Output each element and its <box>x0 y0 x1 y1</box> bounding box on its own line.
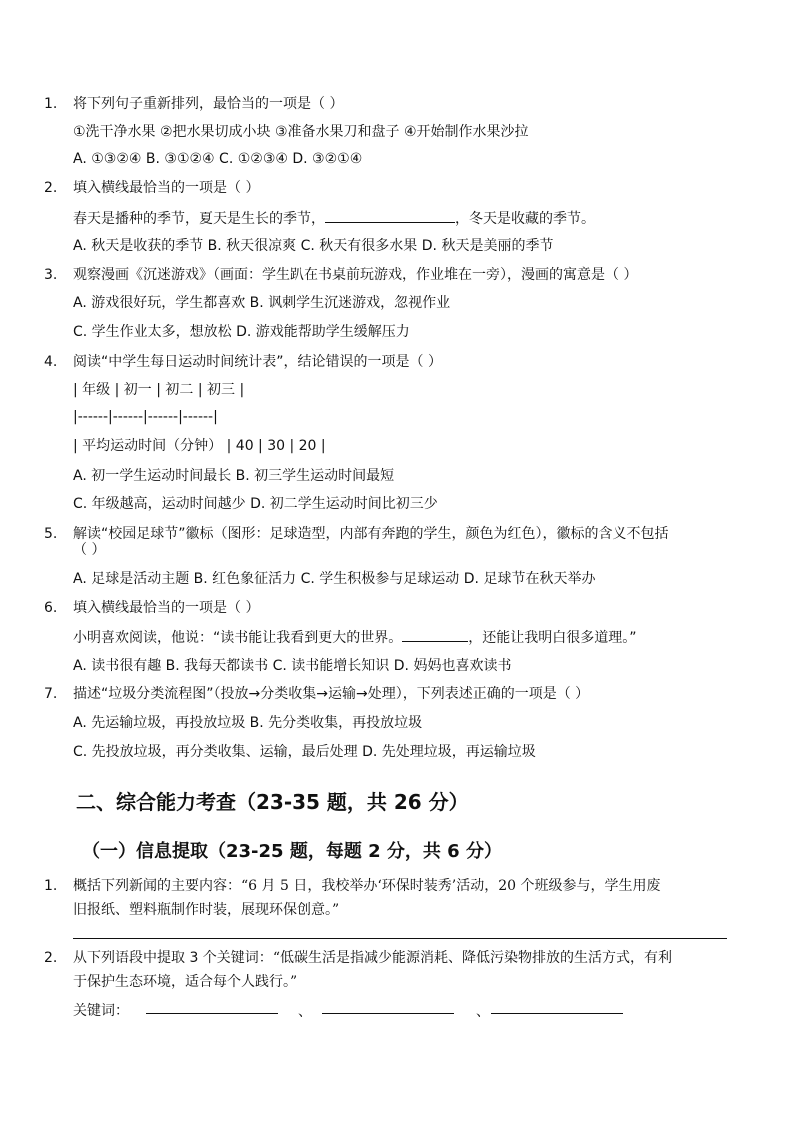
question-stem-prompt: 概括下列新闻的主要内容： <box>73 878 241 894</box>
fill-sentence-before: 小明喜欢阅读，他说：“读书能让我看到更大的世界。 <box>73 630 403 646</box>
question-stem: 将下列句子重新排列，最恰当的一项是（ ） <box>73 96 344 112</box>
question-stem-continued: （ ） <box>73 542 106 558</box>
question-options: A. 游戏很好玩，学生都喜欢 B. 讽刺学生沉迷游戏，忽视作业 <box>73 295 451 311</box>
quoted-news-continued: 旧报纸、塑料瓶制作时装，展现环保创意。” <box>73 902 340 918</box>
question-number: 2. <box>44 180 58 196</box>
question-options: C. 年级越高，运动时间越少 D. 初二学生运动时间比初三少 <box>73 496 438 512</box>
fill-sentence <box>73 208 595 229</box>
question-options: A. 足球是活动主题 B. 红色象征活力 C. 学生积极参与足球运动 D. 足球节在秋天举办 <box>73 571 596 587</box>
question-stem: 解读“校园足球节”徽标（图形：足球造型，内部有奔跑的学生，颜色为红色），徽标的含义不包括 <box>73 526 669 542</box>
keyword-blank-1[interactable] <box>146 1013 278 1014</box>
question-number: 2. <box>44 950 58 966</box>
table-row: | 年级 | 初一 | 初二 | 初三 | <box>73 382 245 398</box>
fill-sentence-before: 春天是播种的季节，夏天是生长的季节， <box>73 211 325 227</box>
quoted-passage-continued: 于保护生态环境，适合每个人践行。” <box>73 974 298 990</box>
fill-blank[interactable] <box>325 208 455 223</box>
question-options: C. 学生作业太多，想放松 D. 游戏能帮助学生缓解压力 <box>73 324 410 340</box>
subsection-heading: （一）信息提取（23-25 题，每题 2 分，共 6 分） <box>82 841 502 862</box>
question-stem: 填入横线最恰当的一项是（ ） <box>73 600 260 616</box>
question-stem <box>73 876 661 896</box>
question-number: 4. <box>44 354 58 370</box>
answer-line[interactable] <box>73 938 727 939</box>
question-number: 5. <box>44 526 58 542</box>
keyword-separator: 、 <box>476 1004 490 1020</box>
question-stem: 填入横线最恰当的一项是（ ） <box>73 180 260 196</box>
question-options: C. 先投放垃圾，再分类收集、运输，最后处理 D. 先处理垃圾，再运输垃圾 <box>73 744 536 760</box>
question-stem-prompt: 从下列语段中提取 3 个关键词： <box>73 950 273 966</box>
question-stem <box>73 948 672 968</box>
question-number: 6. <box>44 600 58 616</box>
question-sentences: ①洗干净水果 ②把水果切成小块 ③准备水果刀和盘子 ④开始制作水果沙拉 <box>73 124 529 140</box>
question-options: A. 读书很有趣 B. 我每天都读书 C. 读书能增长知识 D. 妈妈也喜欢读书 <box>73 658 512 674</box>
table-row: |------|------|------|------| <box>73 409 218 425</box>
question-options: A. ①③②④ B. ③①②④ C. ①②③④ D. ③②①④ <box>73 151 363 167</box>
question-number: 3. <box>44 267 58 283</box>
question-options: A. 初一学生运动时间最长 B. 初三学生运动时间最短 <box>73 468 395 484</box>
question-options: A. 先运输垃圾，再投放垃圾 B. 先分类收集，再投放垃圾 <box>73 715 423 731</box>
keyword-label: 关键词： <box>73 1003 129 1019</box>
fill-blank[interactable] <box>402 627 468 642</box>
quoted-passage: “低碳生活是指减少能源消耗、降低污染物排放的生活方式，有利 <box>272 950 672 966</box>
fill-sentence <box>73 627 637 648</box>
question-number: 1. <box>44 96 58 112</box>
fill-sentence-after: ，还能让我明白很多道理。” <box>468 630 637 646</box>
question-options: A. 秋天是收获的季节 B. 秋天很凉爽 C. 秋天有很多水果 D. 秋天是美丽的季节 <box>73 238 554 254</box>
section-heading: 二、综合能力考查（23-35 题，共 26 分） <box>76 790 469 814</box>
question-stem: 观察漫画《沉迷游戏》（画面：学生趴在书桌前玩游戏，作业堆在一旁），漫画的寓意是（ ） <box>73 267 638 283</box>
question-number: 1. <box>44 878 58 894</box>
keyword-blank-2[interactable] <box>322 1013 454 1014</box>
table-row: | 平均运动时间（分钟） | 40 | 30 | 20 | <box>73 438 326 454</box>
fill-sentence-after: ，冬天是收藏的季节。 <box>455 211 595 227</box>
question-number: 7. <box>44 686 58 702</box>
question-stem: 阅读“中学生每日运动时间统计表”，结论错误的一项是（ ） <box>73 354 442 370</box>
keyword-separator: 、 <box>298 1004 312 1020</box>
question-stem: 描述“垃圾分类流程图”（投放→分类收集→运输→处理），下列表述正确的一项是（ ） <box>73 686 590 702</box>
keyword-blank-3[interactable] <box>491 1013 623 1014</box>
quoted-news: “6 月 5 日，我校举办‘环保时装秀’活动，20 个班级参与，学生用废 <box>241 878 661 894</box>
